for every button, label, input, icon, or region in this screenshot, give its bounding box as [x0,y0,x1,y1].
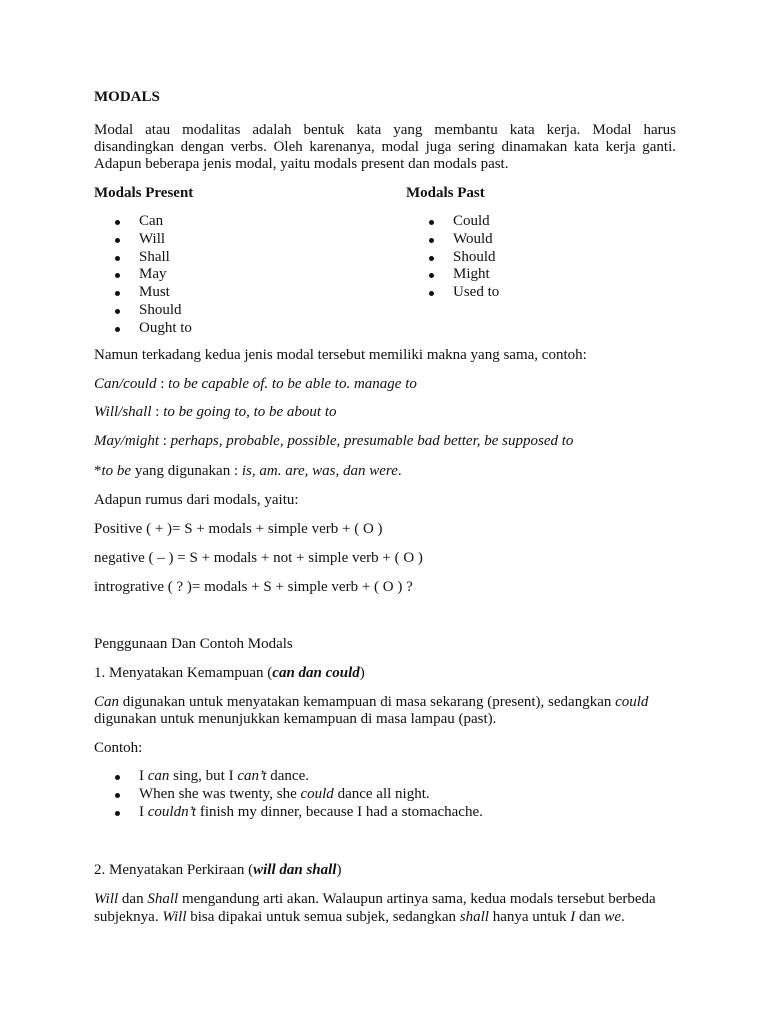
example-label: Contoh: [94,740,143,756]
list-item: Would [408,231,499,249]
modal-pair: Can/could : to be capable of. to be able to. manage to [94,376,417,392]
usage-heading: Penggunaan Dan Contoh Modals [94,636,293,652]
same-meaning-text: Namun terkadang kedua jenis modal tersebut memiliki makna yang sama, contoh: [94,347,587,363]
intro-line: Modal atau modalitas adalah bentuk kata yang membantu kata kerja. Modal harus [94,122,676,138]
formula-interrogative: introgrative ( ? )= modals + S + simple verb + ( O ) ? [94,579,413,595]
list-item: Can [94,213,192,231]
section-desc-line: Will dan Shall mengandung arti akan. Walaupun artinya sama, kedua modals tersebut berbeda [94,891,656,907]
section-heading: 1. Menyatakan Kemampuan (can dan could) [94,665,365,681]
section-desc-line: digunakan untuk menunjukkan kemampuan di masa lampau (past). [94,711,497,727]
modals-present-list [94,213,192,338]
document-title: MODALS [94,89,160,105]
list-item: Used to [408,284,499,302]
list-item: I can sing, but I can’t dance. [94,768,483,786]
list-item: Ought to [94,320,192,338]
modals-past-heading: Modals Past [406,185,485,201]
example-list [94,768,483,821]
section-heading: 2. Menyatakan Perkiraan (will dan shall) [94,862,342,878]
modals-past-list [408,213,499,302]
section-desc-line: subjeknya. Will bisa dipakai untuk semua subjek, sedangkan shall hanya untuk I dan we. [94,909,625,925]
intro-line: Adapun beberapa jenis modal, yaitu modals present dan modals past. [94,156,509,172]
list-item: Should [94,302,192,320]
formula-negative: negative ( – ) = S + modals + not + simple verb + ( O ) [94,550,423,566]
formula-intro: Adapun rumus dari modals, yaitu: [94,492,299,508]
modal-pair: May/might : perhaps, probable, possible, presumable bad better, be supposed to [94,433,574,449]
section-desc-line: Can digunakan untuk menyatakan kemampuan di masa sekarang (present), sedangkan could [94,694,649,710]
intro-line: disandingkan dengan verbs. Oleh karenanya, modal juga sering dinamakan kata kerja ganti. [94,139,676,155]
list-item: Shall [94,249,192,267]
list-item: When she was twenty, she could dance all night. [94,786,483,804]
modal-pair: Will/shall : to be going to, to be about to [94,404,337,420]
list-item: Should [408,249,499,267]
formula-positive: Positive ( + )= S + modals + simple verb + ( O ) [94,521,383,537]
list-item: Could [408,213,499,231]
modals-present-heading: Modals Present [94,185,194,201]
list-item: Might [408,266,499,284]
list-item: Must [94,284,192,302]
list-item: Will [94,231,192,249]
to-be-note: *to be yang digunakan : is, am. are, was, dan were. [94,463,402,479]
list-item: I couldn’t finish my dinner, because I had a stomachache. [94,804,483,822]
list-item: May [94,266,192,284]
